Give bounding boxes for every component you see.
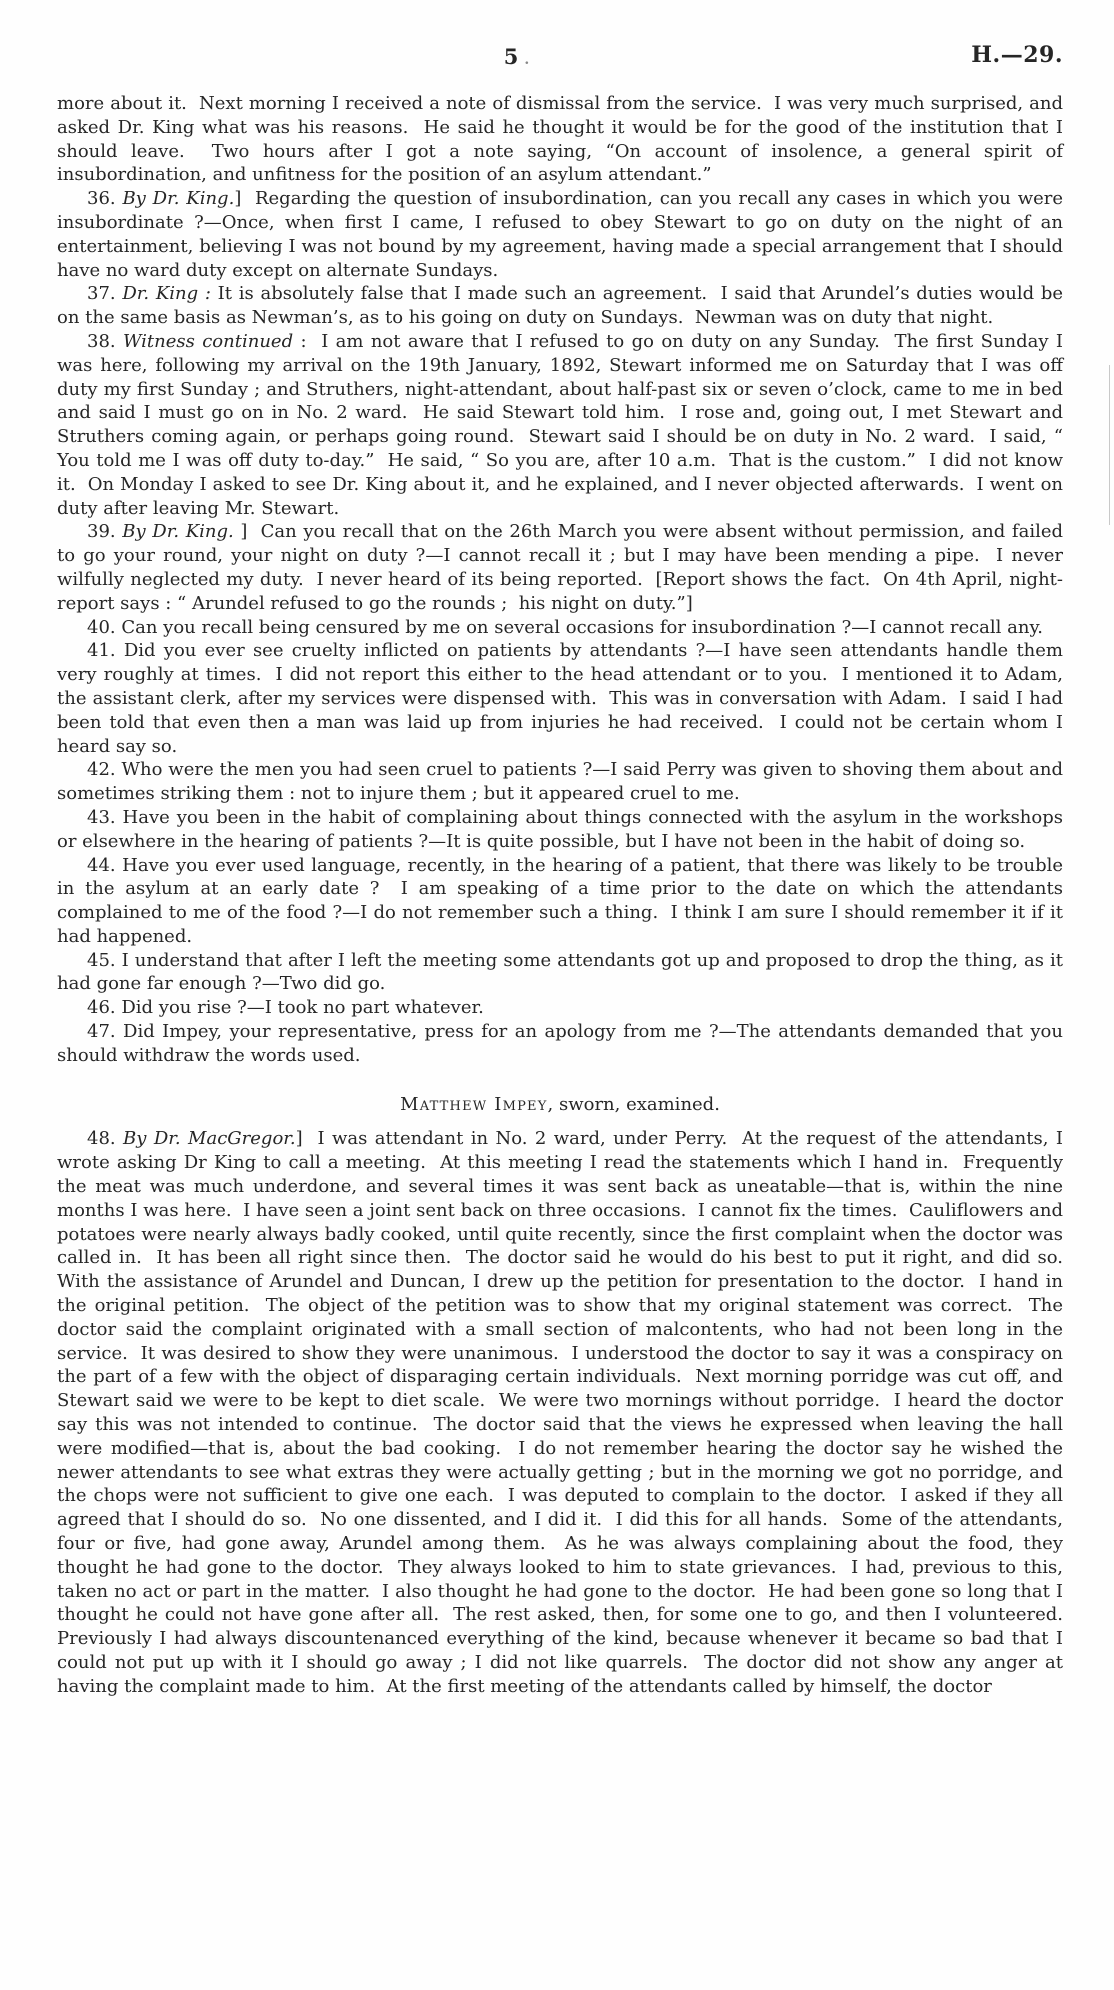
question-44 bbox=[57, 854, 1069, 949]
question-38 bbox=[57, 330, 1069, 520]
page-number-artifact: . bbox=[524, 52, 531, 68]
question-45 bbox=[57, 949, 1069, 997]
text-segment: It is absolutely false that I made such an agreement. I said that Arundel’s duties would be on the same basis as Newman’s, as to his going on duty on Sundays. Newman was on duty that night. bbox=[57, 283, 1069, 329]
text-segment: more about it. Next morning I received a note of dismissal from the service. I was very much surprised, and asked Dr. King what was his reasons. He said he thought it would be for the good of the institution that I should leave. Two hours after I got a note saying, “On account of insolence, a general spirit of insubordination, and unfitness for the position of an asylum attendant.” bbox=[57, 93, 1069, 186]
text-segment: Witness continued bbox=[122, 330, 294, 352]
text-segment: 36. bbox=[87, 188, 123, 210]
text-segment: By Dr. King. bbox=[122, 188, 235, 210]
text-segment: 39. bbox=[87, 521, 123, 543]
question-41 bbox=[57, 639, 1069, 758]
question-48 bbox=[57, 1127, 1075, 1698]
text-segment: ] I was attendant in No. 2 ward, under Perry. At the request of the attendants, I wrote asking Dr King to call a meeting. At this meeting I read the statements which I hand in. Frequently the meat was much underdone, and several times it was sent back as uneatable—that is, within the nine months I was here. I have seen a joint sent back on three occasions. I cannot fix the times. Cauliflowers and potatoes were nearly always badly cooked, until quite recently, since the first complaint when the doctor was called in. It has been all right since then. The doctor said he would do his best to put it right, and did so. With the assistance of Arundel and Duncan, I drew up the petition for presentation to the doctor. I hand in the original petition. The object of the petition was to show that my original statement was correct. The doctor said the complaint originated with a small section of malcontents, who had not been long in the service. It was desired to show they were unanimous. I understood the doctor to say it was a conspiracy on the part of a few with the object of disparaging certain individuals. Next morning porridge was cut off, and Stewart said we were to be kept to diet scale. We were two mornings without porridge. I heard the doctor say this was not intended to continue. The doctor said that the views he expressed when leaving the hall were modified—that is, about the bad cooking. I do not remember hearing the doctor say he wished the newer attendants to see what extras they were actually getting ; but in the morning we got no porridge, and the chops were not sufficient to give one each. I was deputed to complain to the doctor. I asked if they all agreed that I should do so. No one dissented, and I did it. I did this for all hands. Some of the attendants, four or five, had gone away, Arundel among them. As he was always complaining about the food, they thought he had gone to the doctor. They always looked to him to state grievances. I had, previous to this, taken no act or part in the matter. I also thought he had gone to the doctor. He had been gone so long that I thought he could not have gone after all. The rest asked, then, for some one to go, and then I volunteered. Previously I had always discountenanced everything of the kind, because whenever it became so bad that I could not put up with it I should go away ; I did not like quarrels. The doctor did not show any anger at having the complaint made to him. At the first meeting of the attendants called by himself, the doctor bbox=[57, 1128, 1075, 1697]
question-39 bbox=[57, 520, 1069, 615]
text-segment: : I am not aware that I refused to go on duty on any Sunday. The first Sunday I was here, following my arrival on the 19th January, 1892, Stewart informed me on Saturday that I was off duty my first Sunday ; and Struthers, night-attendant, about half-past six or seven o’clock, came to me in bed and said I must go on in No. 2 ward. He said Stewart told him. I rose and, going out, I met Stewart and Struthers coming again, or perhaps going round. Stewart said I should be on duty in No. 2 ward. I said, “ You told me I was off duty to-day.” He said, “ So you are, after 10 a.m. That is the custom.” I did not know it. On Monday I asked to see Dr. King about it, and he explained, and I never objected afterwards. I went on duty after leaving Mr. Stewart. bbox=[57, 330, 1069, 519]
witness-heading bbox=[57, 1093, 1063, 1117]
question-42 bbox=[57, 758, 1069, 806]
page-number bbox=[57, 44, 977, 69]
text-segment: 42. Who were the men you had seen cruel to patients ?—I said Perry was given to shoving them about and sometimes striking them : not to injure them ; but it appeared cruel to me. bbox=[57, 759, 1069, 805]
text-segment: 40. Can you recall being censured by me on several occasions for insubordination ?—I cannot recall any. bbox=[87, 616, 1043, 638]
page-number-value: 5 bbox=[503, 44, 520, 69]
scan-artifact-line bbox=[1109, 365, 1110, 525]
text-segment: 48. bbox=[87, 1128, 124, 1150]
text-segment: , sworn, examined. bbox=[547, 1093, 720, 1115]
question-37 bbox=[57, 282, 1069, 330]
text-segment: 45. I understand that after I left the meeting some attendants got up and proposed to drop the thing, as it had gone far enough ?—Two did go. bbox=[57, 949, 1069, 995]
text-segment: By Dr. MacGregor. bbox=[123, 1128, 296, 1150]
text-segment: 38. bbox=[87, 330, 123, 352]
text-segment: 37. bbox=[87, 283, 123, 305]
question-47 bbox=[57, 1020, 1069, 1068]
text-segment: Dr. King : bbox=[122, 283, 211, 305]
text-segment: 47. Did Impey, your representative, press for an apology from me ?—The attendants demanded that you should withdraw the words used. bbox=[57, 1021, 1069, 1066]
text-segment: 44. Have you ever used language, recently, in the hearing of a patient, that there was likely to be trouble in the asylum at an early date ? I am speaking of a time prior to the date on which the attendants complained to me of the food ?—I do not remember such a thing. I think I am sure I should remember it if it had happened. bbox=[57, 854, 1069, 947]
text-segment: ] Regarding the question of insubordination, can you recall any cases in which you were insubordinate ?—Once, when first I came, I refused to obey Stewart to go on duty on the night of an entertainment, believing I was not bound by my agreement, having made a special arrangement that I should have no ward duty except on alternate Sundays. bbox=[57, 188, 1069, 281]
text-segment: By Dr. King. bbox=[122, 521, 241, 543]
page-header bbox=[57, 44, 1063, 78]
text-segment: 41. Did you ever see cruelty inflicted on patients by attendants ?—I have seen attendants handle them very roughly at times. I did not report this either to the head attendant or to you. I mentioned it to Adam, the assistant clerk, after my services were dispensed with. This was in conversation with Adam. I said I had been told that even then a man was laid up from injuries he had received. I could not be certain whom I heard say so. bbox=[57, 640, 1069, 757]
text-segment: 43. Have you been in the habit of complaining about things connected with the asylum in the workshops or elsewhere in the hearing of patients ?—It is quite possible, but I have not been in the habit of doing so. bbox=[57, 806, 1069, 852]
question-43 bbox=[57, 806, 1069, 854]
question-40 bbox=[57, 616, 1063, 640]
question-46 bbox=[57, 996, 1063, 1020]
text-segment: 46. Did you rise ?—I took no part whatever. bbox=[87, 997, 484, 1019]
document-reference: H.—29. bbox=[971, 42, 1063, 68]
document-body bbox=[57, 92, 1075, 1699]
text-segment: ] Can you recall that on the 26th March you were absent without permission, and failed to go your round, your night on duty ?—I cannot recall it ; but I may have been mending a pipe. I never wilfully neglected my duty. I never heard of its being reported. [Report shows the fact. On 4th April, night-report says : “ Arundel refused to go the rounds ; his night on duty.”] bbox=[57, 521, 1069, 614]
text-segment: Matthew Impey bbox=[400, 1093, 548, 1115]
question-36 bbox=[57, 187, 1069, 282]
opening-paragraph bbox=[57, 92, 1069, 187]
